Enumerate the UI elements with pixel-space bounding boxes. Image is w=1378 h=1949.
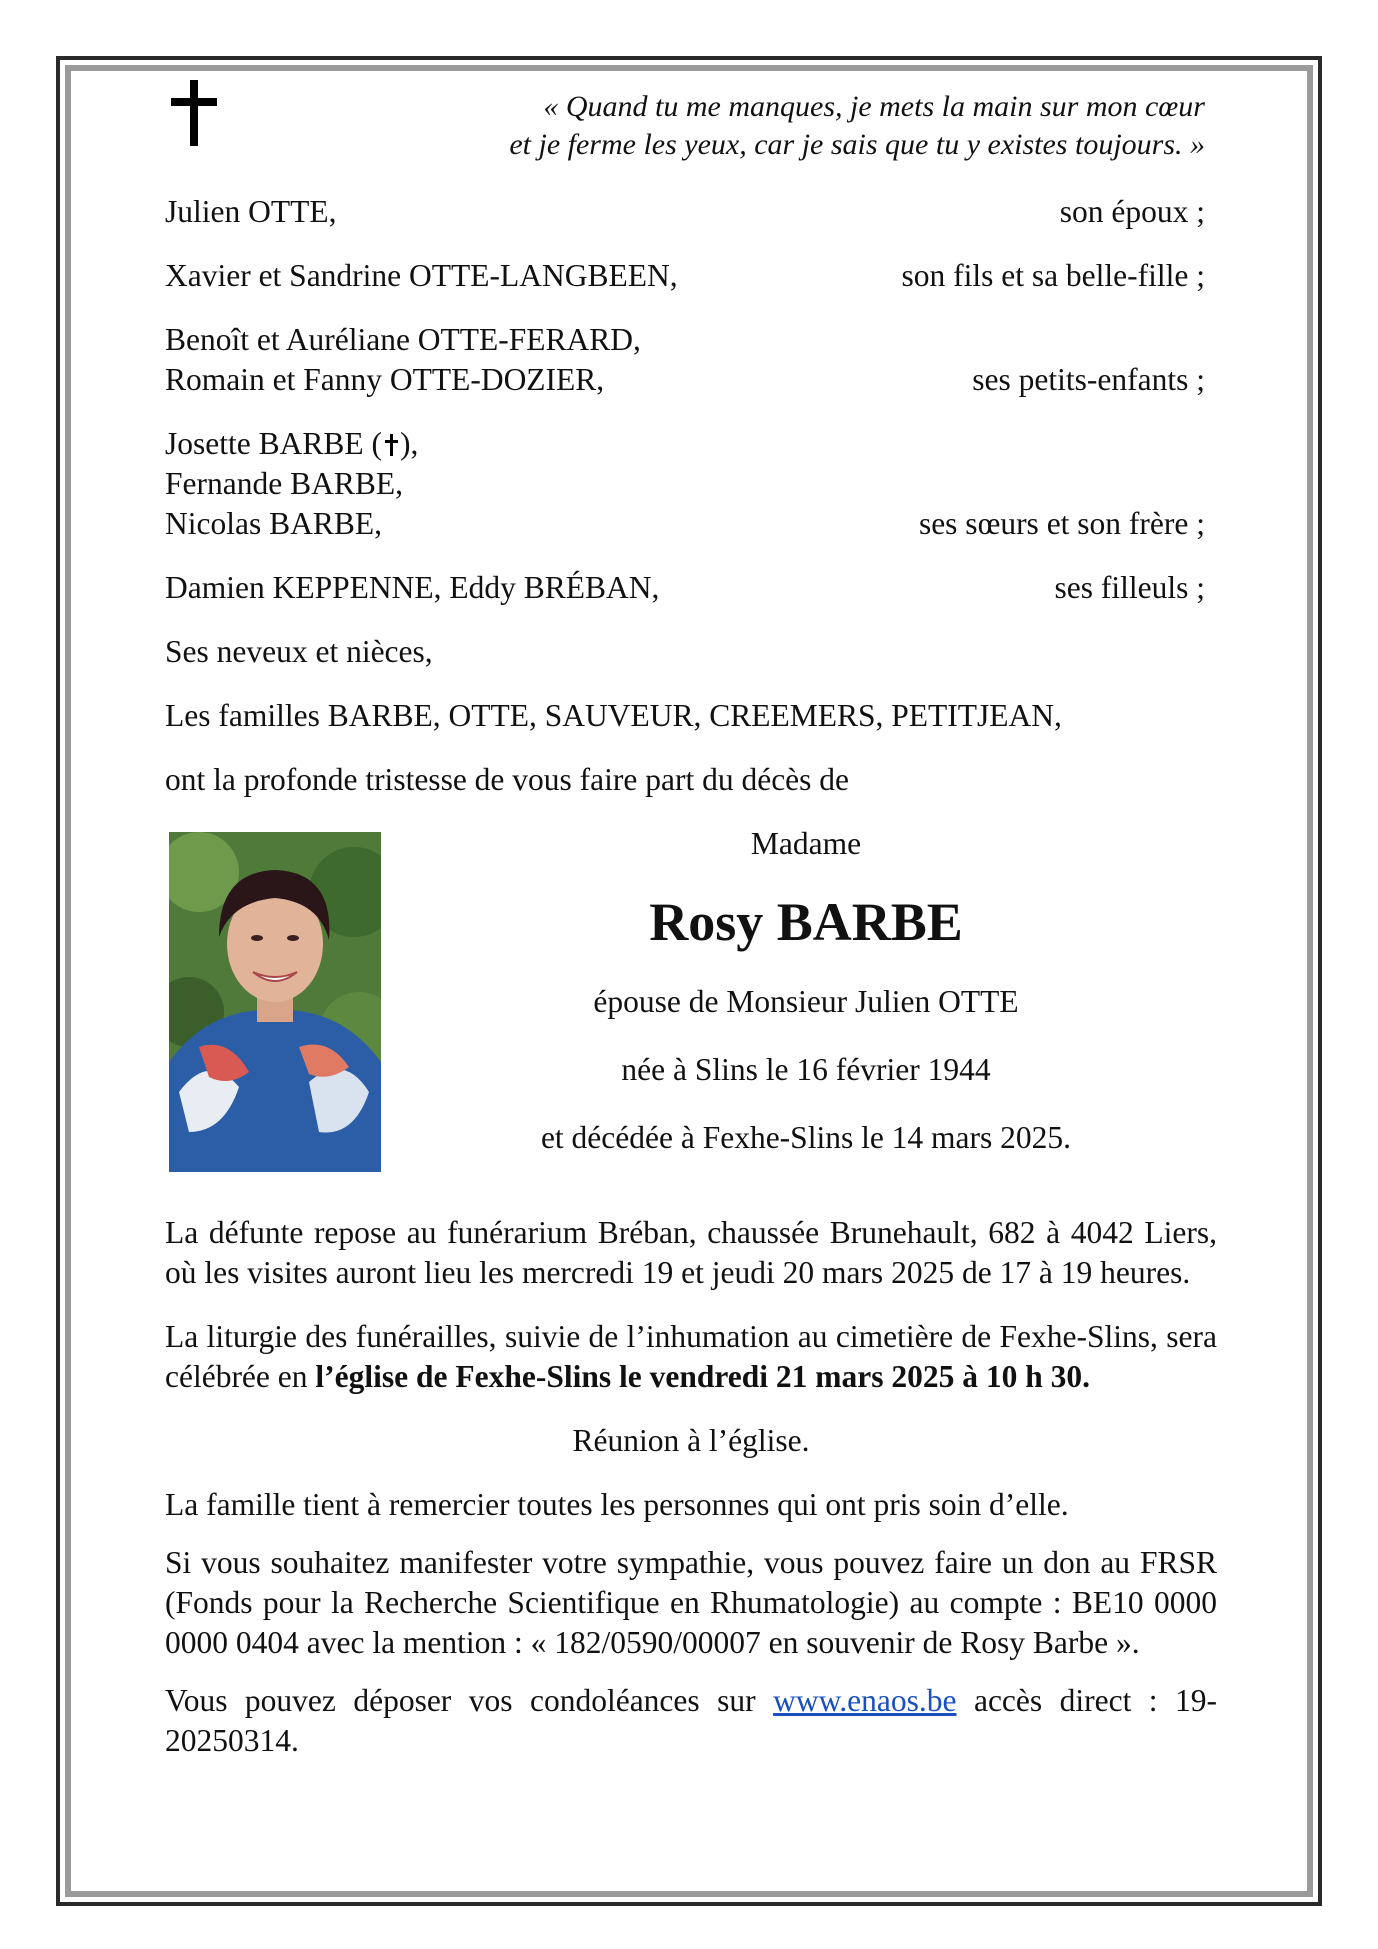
- liturgy-paragraph: [165, 1317, 1217, 1397]
- deceased-section: [165, 824, 1217, 1209]
- family-row-godchildren: [165, 568, 1217, 608]
- family-nephews: Ses neveux et nièces,: [165, 634, 433, 669]
- condolences-direct-access: accès direct : 19-20250314.: [165, 1683, 1217, 1758]
- cross-icon: [384, 434, 398, 456]
- deceased-info: [395, 824, 1217, 1158]
- family-row-siblings: [165, 424, 1217, 544]
- family-name: Benoît et Auréliane OTTE-FERARD,: [165, 322, 641, 357]
- family-name: Julien OTTE,: [165, 194, 337, 229]
- deceased-birth: née à Slins le 16 février 1944: [621, 1052, 991, 1087]
- quote-line-1: « Quand tu me manques, je mets la main sur mon cœur: [543, 90, 1205, 123]
- deceased-death: et décédée à Fexhe-Slins le 14 mars 2025.: [540, 1120, 1072, 1155]
- condolences-paragraph: [165, 1681, 1217, 1761]
- family-relation: son fils et sa belle-fille ;: [901, 258, 1205, 293]
- thanks-text: La famille tient à remercier toutes les personnes qui ont pris soin d’elle.: [165, 1487, 1069, 1522]
- family-relation: ses filleuls ;: [1054, 570, 1205, 605]
- meeting-text: Réunion à l’église.: [572, 1423, 810, 1458]
- deceased-title: Madame: [750, 826, 862, 861]
- family-name: Damien KEPPENNE, Eddy BRÉBAN,: [165, 570, 660, 605]
- family-name: Xavier et Sandrine OTTE-LANGBEEN,: [165, 258, 678, 293]
- deceased-photo: [169, 832, 381, 1172]
- family-row-son: [165, 256, 1217, 296]
- family-relation: son époux ;: [1059, 194, 1205, 229]
- visit-paragraph: La défunte repose au funérarium Bréban, chaussée Brunehault, 682 à 4042 Liers, où les visites auront lieu les mercredi 19 et jeudi 20 mars 2025 de 17 à 19 heures.: [165, 1215, 1217, 1290]
- donation-paragraph: Si vous souhaitez manifester votre sympathie, vous pouvez faire un don au FRSR (Fonds pour la Recherche Scientifique en Rhumatologie) au compte : BE10 0000 0000 0404 avec la mention : « 182/0590/00007 en souvenir de Rosy Barbe ».: [165, 1545, 1217, 1660]
- family-row-spouse: [165, 192, 1217, 232]
- announcement-text: ont la profonde tristesse de vous faire part du décès de: [165, 762, 850, 797]
- liturgy-emphasis: l’église de Fexhe-Slins le vendredi 21 mars 2025 à 10 h 30.: [315, 1359, 1091, 1394]
- family-relation: ses sœurs et son frère ;: [918, 506, 1205, 541]
- family-families: Les familles BARBE, OTTE, SAUVEUR, CREEMERS, PETITJEAN,: [165, 698, 1062, 733]
- deceased-name: Rosy BARBE: [649, 892, 963, 952]
- family-name: Fernande BARBE,: [165, 466, 403, 501]
- family-name: Nicolas BARBE,: [165, 506, 382, 541]
- family-name-part: ),: [400, 426, 419, 461]
- condolences-text: Vous pouvez déposer vos condoléances sur: [165, 1683, 774, 1718]
- obituary-content: [165, 70, 1217, 1761]
- family-name: Romain et Fanny OTTE-DOZIER,: [165, 362, 605, 397]
- condolences-link[interactable]: www.enaos.be: [773, 1683, 957, 1718]
- family-relation: ses petits-enfants ;: [972, 362, 1205, 397]
- quote: [165, 88, 1217, 164]
- deceased-spouse: épouse de Monsieur Julien OTTE: [593, 984, 1019, 1019]
- family-row-grandchildren: [165, 320, 1217, 400]
- family-name-part: Josette BARBE (: [165, 426, 382, 461]
- liturgy-text: La liturgie des funérailles, suivie de l’inhumation au cimetière de Fexhe-Slins, sera célébrée en: [165, 1319, 1217, 1394]
- quote-line-2: et je ferme les yeux, car je sais que tu y existes toujours. »: [509, 128, 1205, 161]
- family-name: [165, 424, 418, 464]
